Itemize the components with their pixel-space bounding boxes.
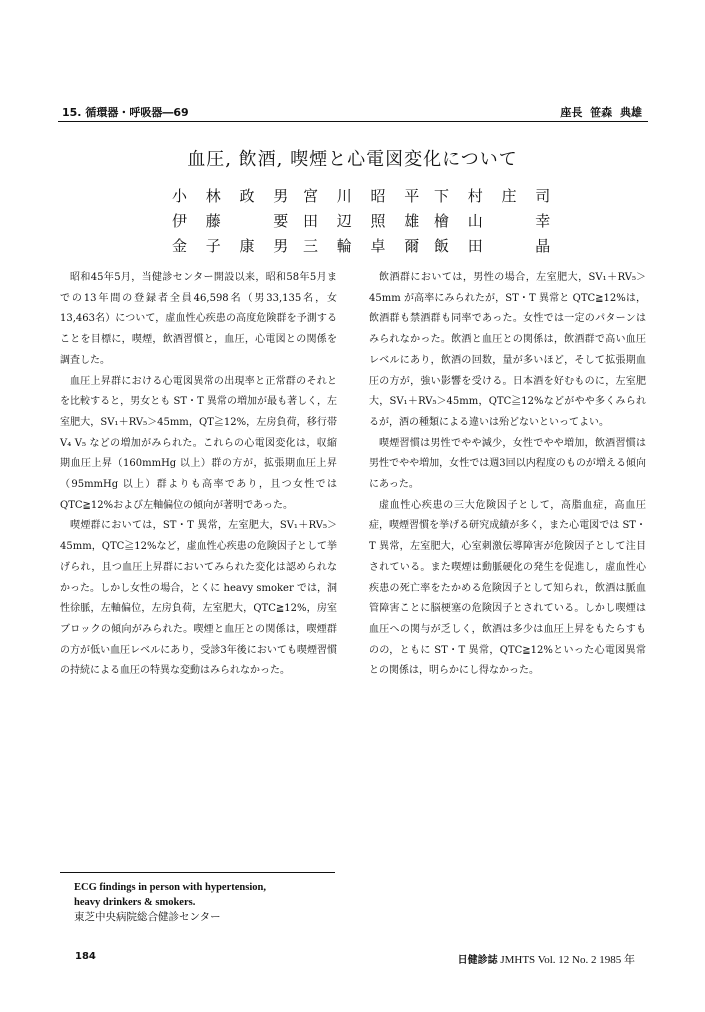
header-rule bbox=[58, 121, 648, 122]
right-column bbox=[369, 268, 646, 682]
author: 伊 藤 要 bbox=[172, 212, 296, 230]
author: 金 子 康 男 bbox=[172, 237, 296, 255]
footnote-rule bbox=[60, 872, 335, 873]
footnote bbox=[74, 880, 266, 925]
running-header bbox=[58, 102, 648, 120]
body-paragraph: 虚血性心疾患の三大危険因子として，高脂血症，高血圧症，喫煙習慣を挙げる研究成績が多く，また心電図では ST・T 異常，左室肥大，心室刺激伝導障害が危険因子として注目されている。また喫煙は動脈硬化の発生を促進し，虚血性心疾患の死亡率をたかめる危険因子として知られ，飲酒は脈血管障害ことに脳梗塞の危険因子とされている。しかし喫煙は血圧への関与が乏しく，飲酒は多少は血圧上昇をもたらすものの，ともに ST・T 異常，QTC≧12%といった心電図異常との関係は，明らかにし得なかった。 bbox=[369, 499, 646, 677]
author-row bbox=[172, 208, 572, 233]
body-paragraph: 喫煙習慣は男性でやや減少，女性でやや増加，飲酒習慣は男性でやや増加，女性では週3回以内程度のものが増える傾向にあった。 bbox=[369, 437, 646, 491]
paper-title: 血圧, 飲酒, 喫煙と心電図変化について bbox=[187, 149, 518, 170]
author: 檜 山 幸 bbox=[434, 212, 558, 230]
author: 飯 田 晶 bbox=[434, 237, 558, 255]
english-title-line: ECG findings in person with hypertension, bbox=[74, 882, 266, 893]
english-title-line: heavy drinkers & smokers. bbox=[74, 897, 196, 908]
author: 宮 川 昭 平 bbox=[303, 187, 427, 205]
chair-label: 座長 笹森 典雄 bbox=[560, 106, 642, 119]
author-row bbox=[172, 183, 572, 208]
affiliation: 東芝中央病院総合健診センター bbox=[74, 911, 221, 923]
journal-citation bbox=[458, 951, 635, 967]
author: 下 村 庄 司 bbox=[434, 187, 558, 205]
body-paragraph: 喫煙群においては，ST・T 異常，左室肥大，SV₁＋RV₅＞45mm，QTC≧12%など，虚血性心疾患の危険因子として挙げられ，且つ血圧上昇群においてみられた変化は認められなかった。しかし女性の場合，とくに heavy smoker では，洞性徐脈，左軸偏位，左房負荷，左室肥大，QTC≧12%，房室ブロックの傾向がみられた。喫煙と血圧との関係は，喫煙群の方が低い血圧レベルにあり，受診3年後においても喫煙習慣の持続による血圧の特異な変動はみられなかった。 bbox=[60, 520, 337, 677]
body-paragraph: 血圧上昇群における心電図異常の出現率と正常群のそれとを比較すると，男女とも ST・T 異常の増加が最も著しく，左室肥大，SV₁＋RV₅＞45mm，QT≧12%，左房負荷，移行帯 V₄ V₅ などの増加がみられた。これらの心電図変化は，収縮期血圧上昇（160mmHg 以上）群の方が，拡張期血圧上昇（95mmHg 以上）群よりも高率であり，且つ女性では QTC≧12%および左軸偏位の傾向が著明であった。 bbox=[60, 375, 337, 511]
body-paragraph: 昭和45年5月，当健診センター開設以来，昭和58年5月までの13年間の登録者全員46,598名（男33,135名，女13,463名）について，虚血性心疾患の高度危険群を予測することを目標に，喫煙，飲酒習慣と，血圧，心電図との関係を調査した。 bbox=[60, 272, 337, 366]
page-number: 184 bbox=[75, 951, 96, 962]
body-paragraph: 飲酒群においては，男性の場合，左室肥大，SV₁＋RV₅＞45mm が高率にみられたが，ST・T 異常と QTC≧12%は，飲酒群も禁酒群も同率であった。女性では一定のパターンはみられなかった。飲酒と血圧との関係は，飲酒群で高い血圧レベルにあり，飲酒の回数，量が多いほど，そして拡張期血圧の方が，強い影響を受ける。日本酒を好むものに，左室肥大，SV₁＋RV₅＞45mm，QTC≧12%などがやや多くみられるが，酒の種類による違いは殆どないといってよい。 bbox=[369, 272, 646, 428]
author: 小 林 政 男 bbox=[172, 187, 296, 205]
author-list bbox=[172, 183, 572, 258]
section-label: 15. 循環器・呼吸器―69 bbox=[62, 106, 189, 119]
author-row bbox=[172, 233, 572, 258]
journal-jp: 日健診誌 bbox=[457, 955, 498, 966]
journal-info: JMHTS Vol. 12 No. 2 1985 年 bbox=[500, 954, 635, 966]
author: 田 辺 照 雄 bbox=[303, 212, 427, 230]
author: 三 輪 卓 爾 bbox=[303, 237, 427, 255]
left-column bbox=[60, 268, 337, 682]
